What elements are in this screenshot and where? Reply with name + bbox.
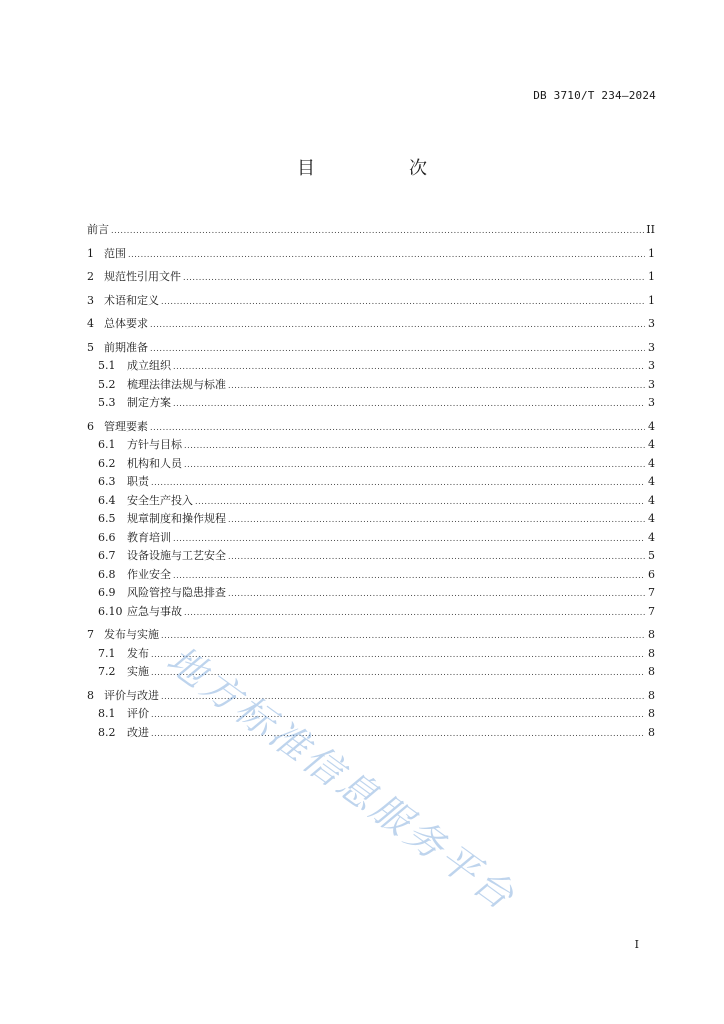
toc-entry[interactable] (87, 724, 655, 743)
toc-entry[interactable] (87, 315, 655, 334)
toc-entry-label: 术语和定义 (104, 293, 159, 307)
toc-entry-number: 2 (87, 270, 94, 283)
toc-entry[interactable] (87, 436, 655, 455)
toc-leader-dots (111, 226, 644, 235)
toc-entry-number: 6.7 (98, 549, 116, 562)
toc-entry-number: 6.4 (98, 493, 116, 507)
toc-entry-label: 发布 (127, 646, 149, 660)
toc-entry-number: 6.10 (98, 604, 123, 618)
toc-leader-dots (184, 608, 645, 617)
toc-entry-number: 5.1 (98, 359, 116, 372)
toc-leader-dots (183, 273, 645, 282)
toc-entry-label: 设备设施与工艺安全 (127, 549, 226, 562)
toc-entry-page: 4 (648, 438, 655, 451)
toc-entry[interactable] (87, 492, 655, 511)
toc-entry-page: 4 (648, 530, 655, 544)
toc-entry[interactable] (87, 529, 655, 548)
toc-entry-page: 8 (648, 646, 655, 660)
toc-entry-page: 4 (648, 493, 655, 507)
toc-entry[interactable] (87, 221, 655, 240)
toc-leader-dots (184, 441, 645, 450)
toc-leader-dots (150, 423, 645, 432)
toc-entry[interactable] (87, 245, 655, 264)
toc-entry-page: 8 (648, 688, 655, 702)
toc-entry-label: 教育培训 (127, 530, 171, 544)
toc-entry-number: 6.2 (98, 456, 116, 470)
toc-entry[interactable] (87, 376, 655, 395)
toc-title: 目 次 (297, 158, 465, 179)
toc-entry[interactable] (87, 603, 655, 622)
toc-entry-number: 6.3 (98, 475, 116, 488)
toc-entry-label: 范围 (104, 246, 126, 260)
toc-entry[interactable] (87, 339, 655, 358)
toc-entry[interactable] (87, 357, 655, 376)
page-number: I (634, 938, 639, 951)
toc-entry-label: 总体要求 (104, 317, 148, 330)
toc-entry-number: 5 (87, 340, 94, 354)
toc-entry-page: 1 (648, 293, 655, 307)
toc-entry-label: 评价与改进 (104, 688, 159, 702)
toc-entry[interactable] (87, 510, 655, 529)
toc-entry[interactable] (87, 473, 655, 492)
toc-entry-label: 应急与事故 (127, 604, 182, 618)
toc-leader-dots (228, 552, 645, 561)
toc-leader-dots (150, 344, 645, 353)
toc-entry-page: 8 (648, 665, 655, 678)
toc-entry-number: 7.1 (98, 646, 116, 660)
toc-leader-dots (184, 460, 645, 469)
toc-entry-page: 5 (648, 549, 655, 562)
toc-entry-number: 5.3 (98, 396, 116, 409)
toc-entry-label: 成立组织 (127, 359, 171, 372)
toc-entry-page: 1 (648, 246, 655, 260)
toc-leader-dots (228, 381, 645, 390)
toc-leader-dots (150, 320, 645, 329)
toc-leader-dots (195, 497, 645, 506)
toc-entry-page: 8 (648, 707, 655, 720)
toc-entry[interactable] (87, 547, 655, 566)
toc-entry-page: 4 (648, 419, 655, 433)
toc-entry-number: 6.5 (98, 512, 116, 525)
toc-entry[interactable] (87, 566, 655, 585)
toc-entry-page: 7 (648, 604, 655, 618)
toc-entry[interactable] (87, 394, 655, 413)
toc-entry-page: 4 (648, 475, 655, 488)
toc-entry-page: 8 (648, 725, 655, 739)
toc-entry-label: 评价 (127, 707, 149, 720)
toc-entry[interactable] (87, 455, 655, 474)
toc-entry-number: 6.1 (98, 438, 116, 451)
toc-entry-label: 方针与目标 (127, 438, 182, 451)
toc-entry-page: 3 (648, 340, 655, 354)
toc-entry-label: 改进 (127, 725, 149, 739)
toc-entry[interactable] (87, 418, 655, 437)
toc-entry-label: 发布与实施 (104, 628, 159, 641)
toc-entry-page: 4 (648, 456, 655, 470)
toc-entry[interactable] (87, 687, 655, 706)
toc-leader-dots (173, 399, 645, 408)
toc-leader-dots (161, 297, 645, 306)
toc-entry-number: 8.2 (98, 725, 116, 739)
toc-entry-label: 实施 (127, 665, 149, 678)
toc-leader-dots (173, 362, 645, 371)
toc-entry-label: 安全生产投入 (127, 493, 193, 507)
toc-entry-page: 1 (648, 270, 655, 283)
toc-leader-dots (173, 534, 645, 543)
toc-leader-dots (228, 515, 645, 524)
toc-entry-page: 7 (648, 586, 655, 599)
toc-entry-label: 规范性引用文件 (104, 270, 181, 283)
toc-entry-label: 制定方案 (127, 396, 171, 409)
toc-entry-page: 3 (648, 359, 655, 372)
toc-entry-number: 6.9 (98, 586, 116, 599)
toc-entry-number: 4 (87, 317, 94, 330)
toc-entry-number: 7.2 (98, 665, 116, 678)
toc-entry-number: 1 (87, 246, 94, 260)
toc-entry[interactable] (87, 705, 655, 724)
toc-entry-label: 前言 (87, 223, 109, 236)
toc-entry-label: 管理要素 (104, 419, 148, 433)
toc-entry-number: 6 (87, 419, 94, 433)
toc-entry-page: II (646, 223, 655, 236)
toc-entry-label: 梳理法律法规与标准 (127, 377, 226, 391)
toc-leader-dots (228, 589, 645, 598)
toc-leader-dots (151, 729, 645, 738)
toc-entry-page: 3 (648, 377, 655, 391)
toc-leader-dots (161, 631, 645, 640)
toc-entry-page: 4 (648, 512, 655, 525)
toc-entry-page: 6 (648, 567, 655, 581)
toc-entry-number: 3 (87, 293, 94, 307)
toc-entry-label: 职责 (127, 475, 149, 488)
toc-entry-page: 8 (648, 628, 655, 641)
toc-entry-label: 前期准备 (104, 340, 148, 354)
toc-entry-number: 5.2 (98, 377, 116, 391)
toc-leader-dots (151, 478, 645, 487)
watermark: 地方标准信息服务平台 (158, 637, 525, 920)
toc-entry-number: 8 (87, 688, 94, 702)
toc-entry-label: 作业安全 (127, 567, 171, 581)
toc-entry[interactable] (87, 292, 655, 311)
toc-entry-label: 规章制度和操作规程 (127, 512, 226, 525)
toc-entry-number: 7 (87, 628, 94, 641)
toc-leader-dots (173, 571, 645, 580)
toc-entry-page: 3 (648, 317, 655, 330)
toc-entry-number: 6.6 (98, 530, 116, 544)
toc-entry-page: 3 (648, 396, 655, 409)
toc-leader-dots (128, 250, 645, 259)
toc-entry-label: 风险管控与隐患排查 (127, 586, 226, 599)
toc-entry[interactable] (87, 626, 655, 645)
toc-entry-number: 8.1 (98, 707, 116, 720)
toc-entry-number: 6.8 (98, 567, 116, 581)
toc-entry[interactable] (87, 268, 655, 287)
toc-entry[interactable] (87, 584, 655, 603)
toc-entry-label: 机构和人员 (127, 456, 182, 470)
document-code: DB 3710/T 234—2024 (533, 89, 656, 102)
